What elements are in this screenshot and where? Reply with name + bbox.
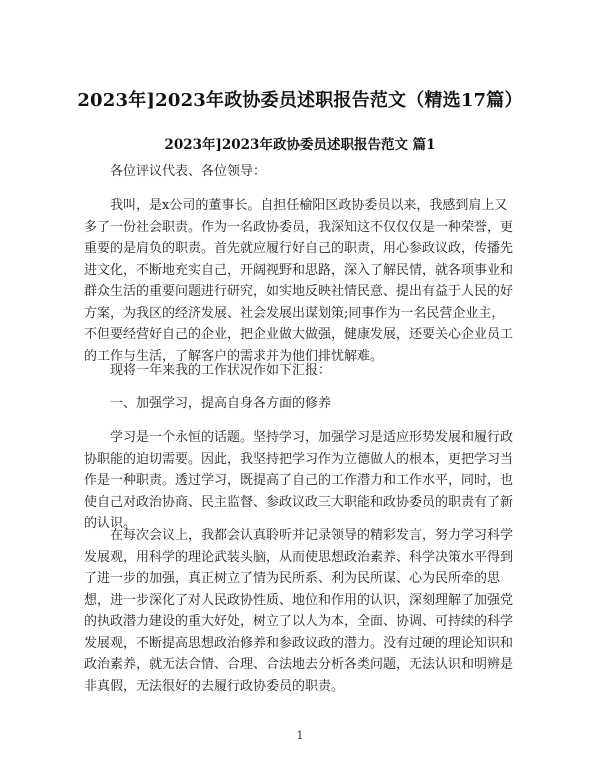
paragraph-text: 在每次会议上，我都会认真聆听并记录领导的精彩发言，努力学习科学发展观，用科学的理论武装头脑，从而使思想政治素养、科学决策水平得到了进一步的加强，真正树立了情为民所系、利为民所谋、心为民所牵的思想，进一步深化了对人民政协性质、地位和作用的认识，深刻理解了加强党的执政潜力建设的重大好处，树立了以人为本，全面、协调、可持续的科学发展观，不断提高思想政治修养和参政议政的潜力。没有过硬的理论知识和政治素养，就无法合情、合理、合法地去分析各类问题，无法认识和明辨是非真假，无法很好的去履行政协委员的职责。 bbox=[84, 528, 514, 694]
page-number: 1 bbox=[296, 729, 304, 742]
paragraph-text: 我叫，是x公司的董事长。自担任榆阳区政协委员以来，我感到肩上又多了一份社会职责。作为一名政协委员，我深知这不仅仅仅是一种荣誉，更重要的是肩负的职责。首先就应履行好自己的职责，用心参政议政，传播先进文化，不断地充实自己，开阔视野和思路，深入了解民情，就各项事业和群众生活的重要问题进行研究，如实地反映社情民意、提出有益于人民的好方案，为我区的经济发展、社会发展出谋划策;同事作为一名民营企业主，不但要经营好自己的企业，把企业做大做强，健康发展，还要关心企业员工的工作与生活，了解客户的需求并为他们排忧解难。 bbox=[84, 198, 514, 364]
salutation bbox=[84, 161, 516, 183]
paragraph-text: 学习是一个永恒的话题。坚持学习，加强学习是适应形势发展和履行政协职能的迫切需要。因此，我坚持把学习作为立德做人的根本，更把学习当作是一种职责。透过学习，既提高了自己的工作潜力和工作水平，同时，也使自己对政治协商、民主监督、参政议政三大职能和政协委员的职责有了新的认识。 bbox=[84, 430, 514, 531]
salutation-text: 各位评议代表、各位领导： bbox=[110, 164, 267, 179]
paragraph-2 bbox=[84, 360, 516, 382]
section-heading bbox=[84, 393, 516, 415]
section-title: 2023年]2023年政协委员述职报告范文 篇1 bbox=[164, 137, 436, 153]
paragraph-1 bbox=[84, 195, 516, 367]
document-title: 2023年]2023年政协委员述职报告范文（精选17篇） bbox=[77, 90, 523, 111]
paragraph-4 bbox=[84, 525, 516, 697]
paragraph-text: 现将一年来我的工作状况作如下汇报： bbox=[110, 363, 332, 378]
section-heading-text: 一、加强学习，提高自身各方面的修养 bbox=[110, 396, 332, 411]
paragraph-3 bbox=[84, 427, 516, 535]
